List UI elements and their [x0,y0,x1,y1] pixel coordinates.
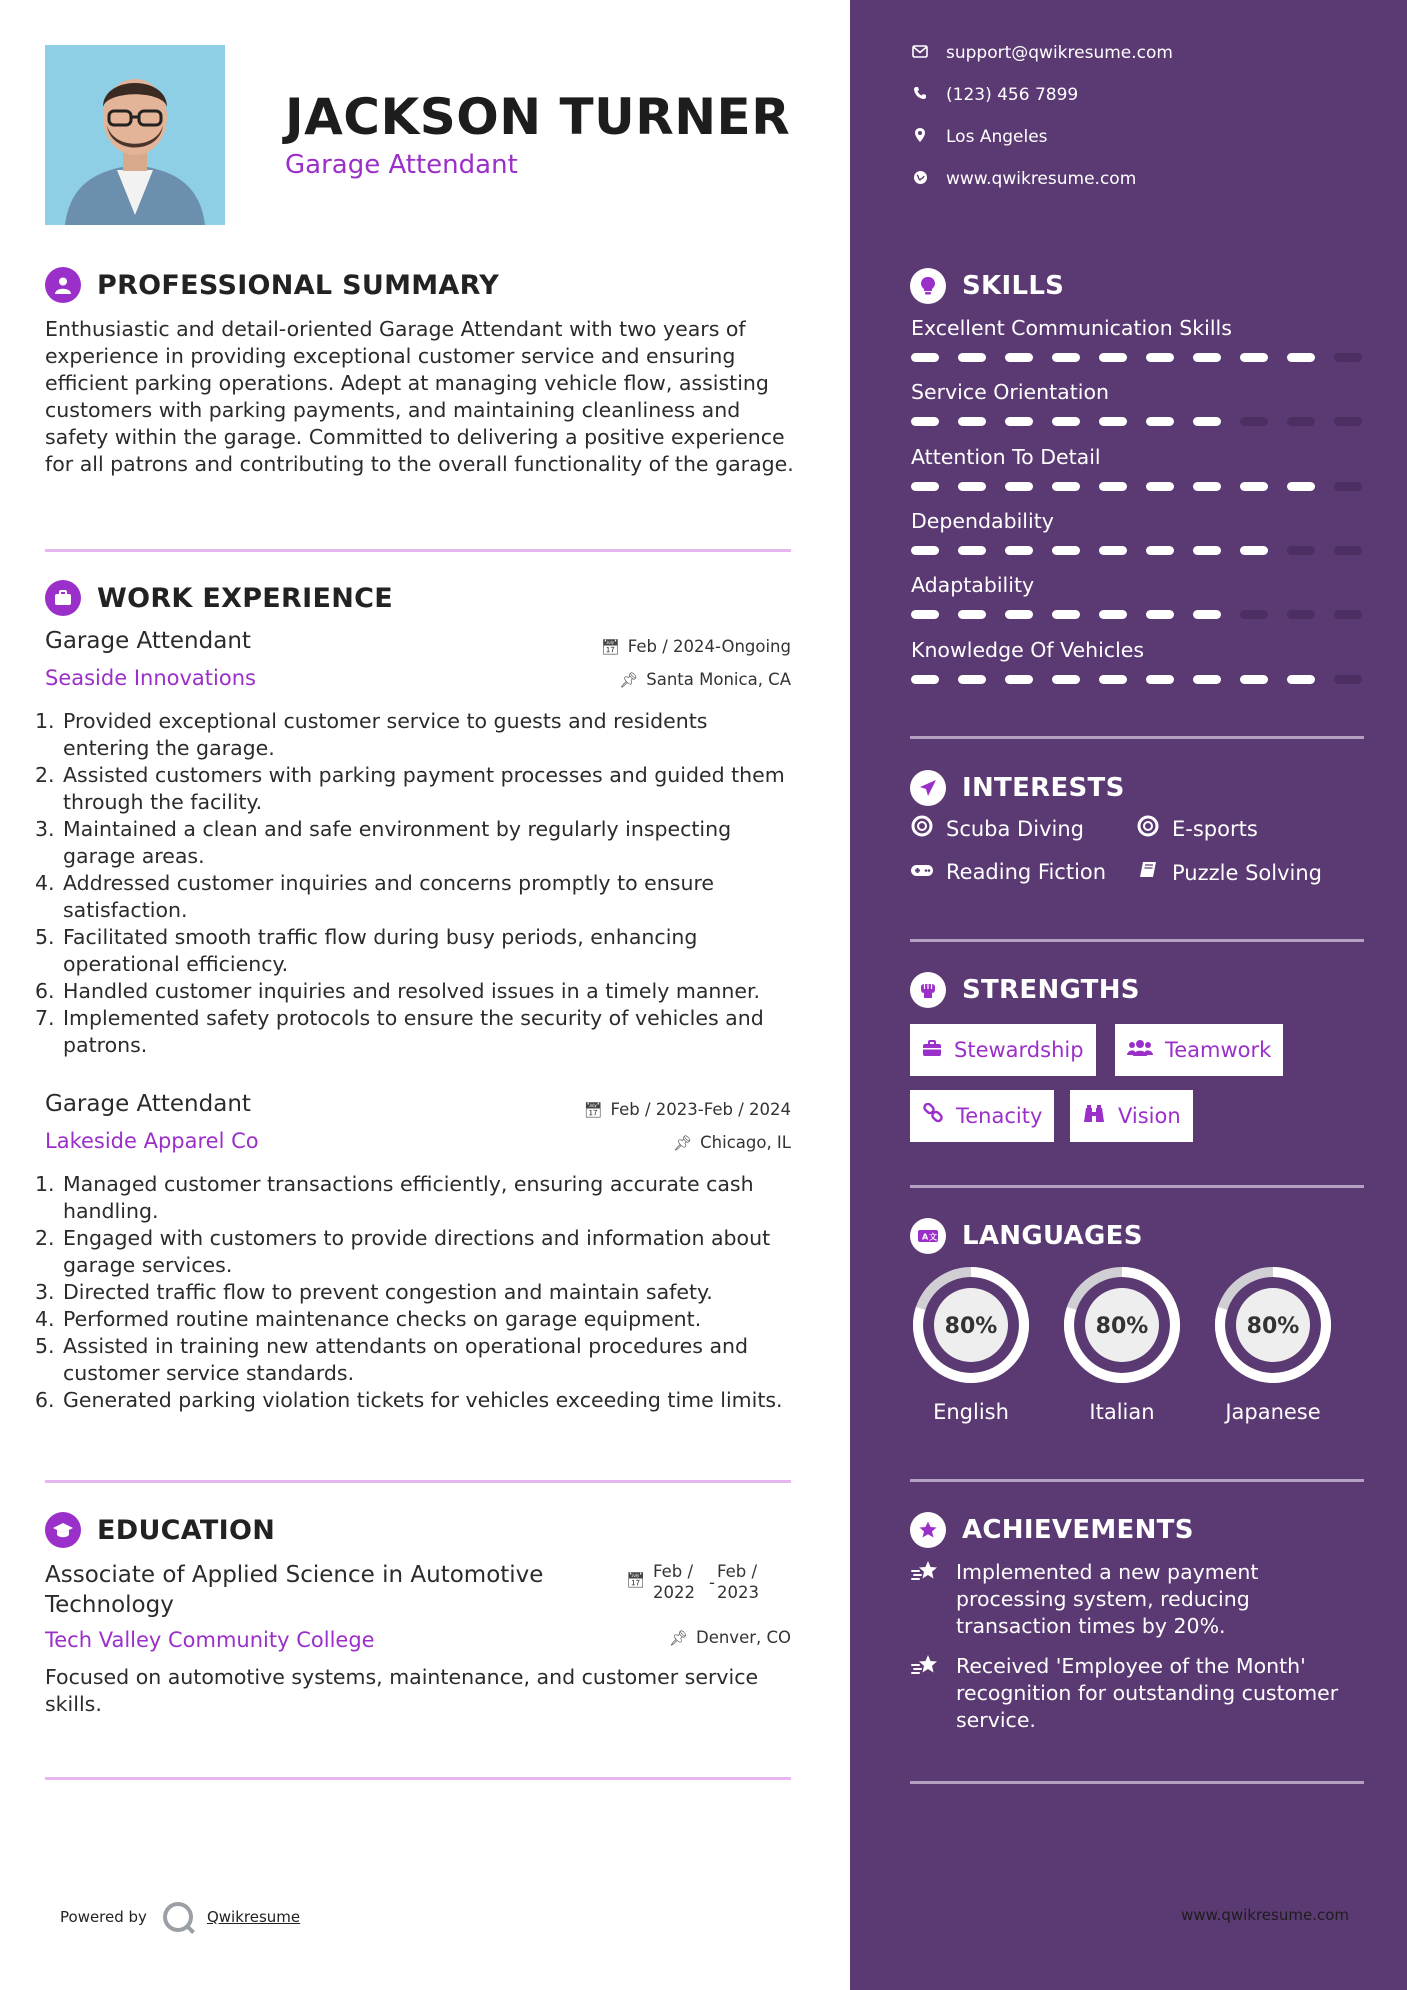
skill-dash [911,353,939,362]
skill-dash [1005,546,1033,555]
skill-dash [958,353,986,362]
skill-dash [958,546,986,555]
interest-item-4 [1136,860,1322,885]
contact-email [910,43,1173,63]
interest-item-1 [910,815,1084,842]
skill-dash [1146,417,1174,426]
skill-dash [1240,482,1268,491]
skill-dash [1334,482,1362,491]
section-divider [910,1479,1364,1482]
paper-plane-icon [910,770,946,806]
shooting-star-icon [910,1559,942,1640]
skill-dash [1005,610,1033,619]
job-location-text-2: Chicago, IL [700,1133,791,1152]
interest-label-1: Scuba Diving [946,816,1084,841]
section-divider [45,549,791,552]
language-percent-label: 80% [1095,1314,1149,1339]
skill-dash [1287,546,1315,555]
section-divider [910,1781,1364,1784]
skill-dash [1287,417,1315,426]
svg-text:A: A [922,1232,929,1242]
skill-dash [958,675,986,684]
skill-dash [1193,353,1221,362]
education-dates [626,1561,773,1603]
language-name-2: Italian [1089,1400,1155,1424]
skill-dash [911,482,939,491]
job-location-2 [673,1133,791,1152]
section-divider [910,736,1364,739]
skill-dash [1052,417,1080,426]
qwikresume-logo-icon [163,1902,193,1932]
summary-title: PROFESSIONAL SUMMARY [97,269,500,301]
skill-dash [1193,417,1221,426]
lifebuoy-icon [1136,815,1160,842]
summary-heading [45,267,499,303]
pin-icon: 📌︎ [668,1628,688,1647]
envelope-icon [910,44,930,62]
skill-name-2: Service Orientation [911,380,1110,404]
skill-dash [1193,675,1221,684]
list-item: 2. Engaged with customers to provide directions and information about garage services. [35,1226,771,1277]
skill-dash [958,417,986,426]
interest-label-2: E-sports [1172,816,1258,841]
translate-icon [910,1218,946,1254]
language-name-3: Japanese [1225,1400,1321,1424]
contact-location-text: Los Angeles [946,127,1048,147]
skill-dash [1005,353,1033,362]
achievements-heading [910,1512,1194,1548]
summary-text: Enthusiastic and detail-oriented Garage Attendant with two years of experience in providing exceptional customer service and ensuring efficient parking operations. Adept at managing vehicle flow, assisting customers with parking payments, and maintaining cleanliness and safety within the garage. Committed to delivering a positive experience for all patrons and contributing to the overall functionality of the garage. [45,317,794,476]
strength-label-2: Teamwork [1165,1038,1272,1062]
powered-by-label: Powered by [60,1908,147,1926]
job-company-1: Seaside Innovations [45,666,256,690]
job-duties-2 [35,1171,795,1414]
education-text: Focused on automotive systems, maintenance, and customer service skills. [45,1665,759,1716]
job-title-2: Garage Attendant [45,1091,251,1117]
fist-icon [910,972,946,1008]
section-divider [45,1777,791,1780]
skill-dash [958,482,986,491]
list-item: 1. Provided exceptional customer service to guests and residents entering the garage. [35,709,708,760]
skill-name-3: Attention To Detail [911,445,1101,469]
job-date-2 [583,1100,791,1119]
skill-dash [1287,482,1315,491]
interest-label-3: Reading Fiction [946,860,1107,884]
lightbulb-icon [910,268,946,304]
strengths-heading [910,972,1140,1008]
link-icon [922,1103,944,1130]
strength-label-3: Tenacity [956,1104,1043,1128]
briefcase-icon [45,580,81,616]
skill-dash [1052,546,1080,555]
skill-name-5: Adaptability [911,573,1035,597]
skill-dash [1146,482,1174,491]
languages-heading [910,1218,1143,1254]
interests-title: INTERESTS [962,773,1125,803]
skill-dash [958,610,986,619]
profile-photo [45,45,225,225]
skill-dash [1146,353,1174,362]
language-name-1: English [933,1400,1009,1424]
calendar-icon: 📅︎ [626,1571,646,1589]
education-date-start: Feb / 2022 [653,1562,696,1602]
list-item: 4. Performed routine maintenance checks on garage equipment. [35,1307,702,1331]
user-icon [45,267,81,303]
skill-dash [1146,610,1174,619]
skill-dash [911,417,939,426]
pin-icon: 📌︎ [619,670,639,689]
book-icon [1136,860,1160,885]
job-duties-1 [35,708,795,1059]
map-pin-icon [910,127,930,147]
skill-dash [1193,482,1221,491]
svg-text:文: 文 [929,1232,938,1242]
strength-label-4: Vision [1118,1104,1181,1128]
skill-dash [1099,417,1127,426]
interest-item-3 [910,860,1106,884]
skill-dash [1287,353,1315,362]
skill-name-1: Excellent Communication Skills [911,316,1232,340]
skill-dash [1005,482,1033,491]
list-item: 6. Generated parking violation tickets for vehicles exceeding time limits. [35,1388,783,1412]
interest-item-2 [1136,815,1258,842]
contact-phone-text[interactable]: (123) 456 7899 [946,85,1079,105]
strength-label-1: Stewardship [954,1038,1084,1062]
education-title: EDUCATION [97,1514,276,1546]
contact-website [910,169,1136,189]
skill-dash [1334,353,1362,362]
skills-heading [910,268,1064,304]
education-heading [45,1512,275,1548]
language-ring-1 [910,1264,1032,1386]
briefcase-icon [922,1039,942,1062]
skill-dash [1334,610,1362,619]
education-date-end: Feb / 2023 [717,1562,760,1602]
skill-dash [1240,546,1268,555]
interests-heading [910,770,1125,806]
achievement-item-2 [910,1653,1370,1734]
gamepad-icon [910,861,934,883]
skill-dash [1005,675,1033,684]
job-location-text-1: Santa Monica, CA [646,670,791,689]
education-location [669,1628,791,1647]
skill-name-6: Knowledge Of Vehicles [911,638,1145,662]
achievement-text-1: Implemented a new payment processing system, reducing transaction times by 20%. [956,1560,1259,1638]
achievements-title: ACHIEVEMENTS [962,1515,1194,1545]
skill-dash [1240,353,1268,362]
skill-dash [1099,675,1127,684]
graduation-cap-icon [45,1512,81,1548]
experience-heading [45,580,393,616]
skill-dash [1099,610,1127,619]
section-divider [45,1480,791,1483]
skill-dash [1287,675,1315,684]
job-date-text-1: Feb / 2024-Ongoing [627,637,791,656]
contact-phone [910,85,1078,105]
skill-meter-5 [911,610,1362,619]
skill-dash [1240,610,1268,619]
section-divider [910,939,1364,942]
skill-dash [1052,610,1080,619]
list-item: 5. Facilitated smooth traffic flow during busy periods, enhancing operational efficiency. [35,925,698,976]
skill-dash [1052,353,1080,362]
section-divider [910,1185,1364,1188]
contact-email-text[interactable]: support@qwikresume.com [946,43,1173,63]
globe-icon [910,170,930,189]
skill-dash [1146,546,1174,555]
skill-name-4: Dependability [911,509,1054,533]
candidate-name: JACKSON TURNER [285,88,791,146]
skill-dash [911,675,939,684]
list-item: 2. Assisted customers with parking payment processes and guided them through the facility. [35,763,785,814]
skill-dash [1240,675,1268,684]
skill-dash [1193,610,1221,619]
list-item: 1. Managed customer transactions efficiently, ensuring accurate cash handling. [35,1172,754,1223]
pin-icon: 📌︎ [673,1133,693,1152]
skill-meter-3 [911,482,1362,491]
school-name: Tech Valley Community College [45,1628,375,1652]
skill-dash [1240,417,1268,426]
skill-dash [1287,610,1315,619]
powered-by [60,1902,300,1932]
skill-dash [1334,675,1362,684]
job-title-1: Garage Attendant [45,628,251,654]
lifebuoy-icon [910,815,934,842]
footer-website[interactable]: www.qwikresume.com [1181,1906,1349,1924]
skill-dash [1334,417,1362,426]
skill-dash [1099,546,1127,555]
skill-dash [911,546,939,555]
skill-dash [1193,546,1221,555]
phone-icon [910,86,930,104]
interest-label-4: Puzzle Solving [1172,860,1322,885]
skill-dash [1099,353,1127,362]
list-item: 3. Maintained a clean and safe environment by regularly inspecting garage areas. [35,817,732,868]
profile-photo-image [45,45,225,225]
sidebar [850,0,1407,1990]
skill-dash [1146,675,1174,684]
degree-title: Associate of Applied Science in Automotive Technology [45,1562,544,1618]
skill-meter-1 [911,353,1362,362]
strength-chip-3 [910,1090,1054,1142]
star-badge-icon [910,1512,946,1548]
strength-chip-1 [910,1024,1096,1076]
skill-dash [911,610,939,619]
list-item: 4. Addressed customer inquiries and concerns promptly to ensure satisfaction. [35,871,715,922]
achievement-text-2: Received 'Employee of the Month' recognition for outstanding customer service. [956,1654,1339,1732]
skill-meter-4 [911,546,1362,555]
calendar-icon: 📅︎ [583,1100,603,1119]
skills-title: SKILLS [962,271,1065,301]
skill-meter-6 [911,675,1362,684]
achievement-item-1 [910,1559,1370,1640]
skill-meter-2 [911,417,1362,426]
list-item: 7. Implemented safety protocols to ensure the security of vehicles and patrons. [35,1006,764,1057]
candidate-role: Garage Attendant [285,150,518,180]
strengths-title: STRENGTHS [962,975,1140,1005]
skill-dash [1005,417,1033,426]
list-item: 3. Directed traffic flow to prevent congestion and maintain safety. [35,1280,713,1304]
language-ring-3 [1212,1264,1334,1386]
skill-dash [1099,482,1127,491]
skill-dash [1052,482,1080,491]
experience-title: WORK EXPERIENCE [97,582,393,614]
shooting-star-icon [910,1653,942,1734]
date-separator: - [709,1573,716,1592]
job-location-1 [619,670,791,689]
language-percent-label: 80% [944,1314,998,1339]
job-date-text-2: Feb / 2023-Feb / 2024 [610,1100,791,1119]
contact-location [910,127,1048,147]
job-company-2: Lakeside Apparel Co [45,1129,259,1153]
list-item: 5. Assisted in training new attendants on operational procedures and customer service standards. [35,1334,749,1385]
language-percent-label: 80% [1246,1314,1300,1339]
users-icon [1127,1039,1153,1062]
skill-dash [1334,546,1362,555]
language-ring-2 [1061,1264,1183,1386]
languages-title: LANGUAGES [962,1221,1143,1251]
contact-website-text[interactable]: www.qwikresume.com [946,169,1137,189]
job-date-1 [601,637,791,656]
qwikresume-link[interactable]: Qwikresume [206,1908,301,1926]
calendar-icon: 📅︎ [600,637,620,656]
education-location-text: Denver, CO [695,1628,791,1647]
strength-chip-4 [1070,1090,1193,1142]
skill-dash [1052,675,1080,684]
binoculars-icon [1082,1104,1106,1129]
strength-chip-2 [1115,1024,1283,1076]
list-item: 6. Handled customer inquiries and resolved issues in a timely manner. [35,979,761,1003]
